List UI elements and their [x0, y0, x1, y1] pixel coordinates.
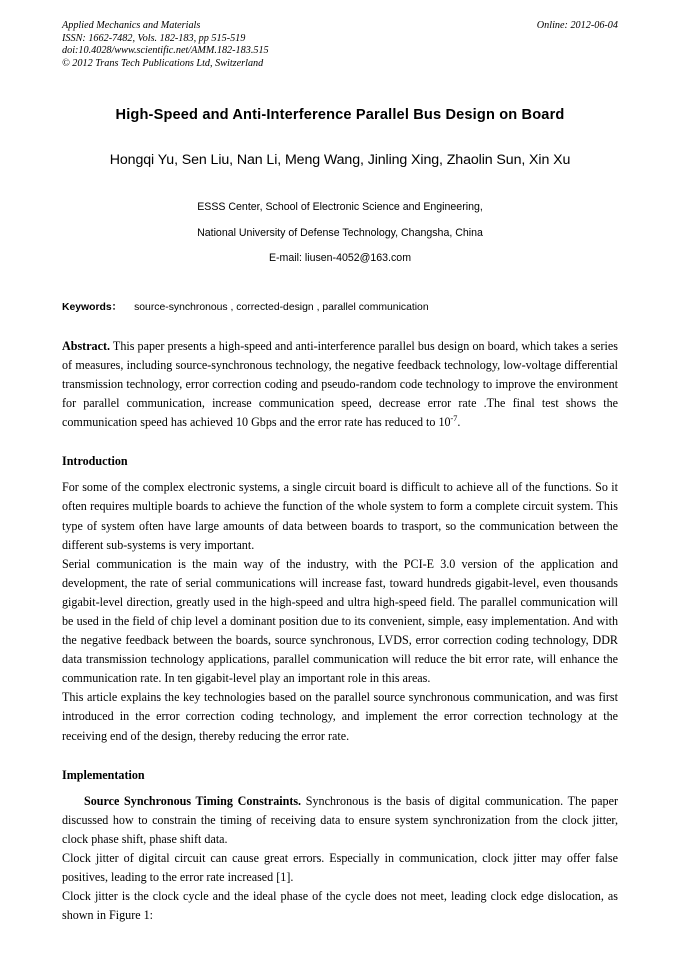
- issn-line: ISSN: 1662-7482, Vols. 182-183, pp 515-519: [62, 32, 246, 44]
- implementation-paragraph-1: Clock jitter of digital circuit can cause great errors. Especially in communication, clock jitter may offer false positives, leading to the error rate increased [1].: [62, 850, 618, 885]
- abstract-paragraph: [62, 337, 618, 432]
- abstract-superscript: -7: [450, 414, 458, 424]
- online-date: Online: 2012-06-04: [536, 20, 618, 31]
- introduction-paragraph-3: This article explains the key technologies based on the parallel source synchronous communication, and was first introduced in the error correction coding technology, and implement the error correction technology at the receiving end of the design, thereby reducing the error rate.: [62, 690, 618, 743]
- abstract-label: Abstract.: [62, 338, 111, 353]
- keywords-line: [62, 301, 618, 315]
- abstract-text-part-1: This paper presents a high-speed and anti-interference parallel bus design on board, which takes a series of measures, including source-synchronous technology, the negative feedback technology, low-voltage differential transmission technology, error correction coding and pseudo-random code technology to improve the environment for parallel communication, increase communication speed, decrease error rate .The final test shows the communication speed has achieved 10 Gbps and the error rate has reduced to 10: [62, 338, 618, 430]
- doi-line: doi:10.4028/www.scientific.net/AMM.182-183.515: [62, 45, 269, 57]
- section-heading-introduction: Introduction: [62, 454, 128, 469]
- paper-title: High-Speed and Anti-Interference Parallel Bus Design on Board: [115, 107, 565, 124]
- keywords-label: Keywords：: [62, 301, 123, 313]
- affiliation-block: [62, 195, 618, 272]
- affiliation-email: E-mail: liusen-4052@163.com: [268, 252, 412, 265]
- copyright-line: © 2012 Trans Tech Publications Ltd, Switzerland: [62, 57, 264, 69]
- journal-header: [62, 20, 618, 70]
- affiliation-line-1: ESSS Center, School of Electronic Science and Engineering,: [197, 201, 483, 214]
- subsection-body-text: Synchronous is the basis of digital communication. The paper discussed how to constrain the timing of receiving data to ensure system synchronization from the clock jitter, clock phase shift, phase shift data.: [62, 793, 618, 846]
- journal-name: Applied Mechanics and Materials: [62, 20, 201, 31]
- affiliation-line-2: National University of Defense Technology, Changsha, China: [197, 226, 483, 239]
- author-list: Hongqi Yu, Sen Liu, Nan Li, Meng Wang, Jinling Xing, Zhaolin Sun, Xin Xu: [109, 152, 571, 169]
- abstract-text-part-2: .: [457, 415, 461, 430]
- implementation-subsection-paragraph: [62, 792, 618, 849]
- page-content: [62, 20, 618, 925]
- introduction-paragraph-2: Serial communication is the main way of the industry, with the PCI-E 3.0 version of the application and development, the rate of serial communications will increase fast, toward hundreds gigabit-level, even thousands gigabit-level direction, greatly used in the high-speed and ultra high-speed field. The parallel communication will be used in the field of chip level a dominant position due to its convenient, simple, easy implementation. And with the negative feedback between the boards, source synchronous, LVDS, error correction coding technology, DDR data transmission technology applications, parallel communication will reduce the bit error rate, will enhance the communication rate. In ten gigabit-level play an important role in this areas.: [62, 556, 618, 686]
- introduction-paragraph-1: For some of the complex electronic systems, a single circuit board is difficult to achieve all of the functions. So it often requires multiple boards to achieve the function of the whole system to form a complete circuit system. This type of system often have large amounts of data between boards to trasport, so the communication between the different sub-systems is very important.: [62, 480, 618, 552]
- section-heading-implementation: Implementation: [62, 767, 145, 782]
- subsection-run-in-heading: Source Synchronous Timing Constraints.: [84, 793, 302, 808]
- implementation-paragraph-2: Clock jitter is the clock cycle and the ideal phase of the cycle does not meet, leading clock edge dislocation, as shown in Figure 1:: [62, 889, 618, 923]
- keywords-values: source-synchronous , corrected-design , parallel communication: [134, 301, 429, 313]
